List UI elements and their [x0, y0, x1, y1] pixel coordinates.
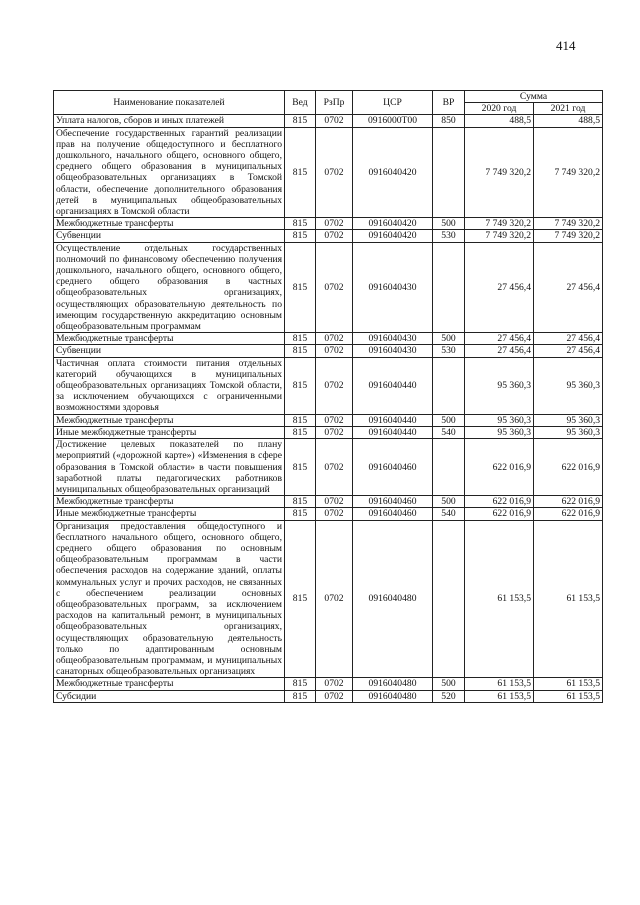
row-sum-2020: 27 456,4	[465, 345, 534, 357]
budget-table	[53, 90, 603, 703]
row-ved: 815	[285, 690, 316, 702]
table-row	[54, 218, 603, 230]
row-ved: 815	[285, 439, 316, 496]
row-sum-2020: 7 749 320,2	[465, 230, 534, 242]
header-vr: ВР	[433, 91, 465, 115]
table-row	[54, 115, 603, 127]
header-name: Наименование показателей	[54, 91, 285, 115]
row-csr: 0916040460	[353, 439, 433, 496]
row-name: Уплата налогов, сборов и иных платежей	[54, 115, 285, 127]
row-rzpr: 0702	[316, 357, 353, 414]
row-csr: 0916040430	[353, 333, 433, 345]
row-csr: 0916040440	[353, 414, 433, 426]
row-vr: 540	[433, 508, 465, 520]
table-row	[54, 230, 603, 242]
row-sum-2021: 7 749 320,2	[534, 127, 603, 218]
row-name: Осуществление отдельных государственных полномочий по финансовому обеспечению получения дошкольного, начального общего, основного общего, среднего общего образования в частных общеобразовательных организациях, осуществляющих образовательную деятельность по имеющим государственную аккредитацию основным общеобразовательным программам	[54, 242, 285, 333]
row-sum-2021: 61 153,5	[534, 678, 603, 690]
row-sum-2021: 95 360,3	[534, 414, 603, 426]
row-sum-2021: 95 360,3	[534, 426, 603, 438]
row-csr: 0916040420	[353, 127, 433, 218]
row-name: Достижение целевых показателей по плану мероприятий («дорожной карте») «Изменения в сфере образования в Томской области» в части повышения заработной платы педагогических работников муниципальных общеобразовательных организаций	[54, 439, 285, 496]
row-ved: 815	[285, 230, 316, 242]
row-vr: 520	[433, 690, 465, 702]
row-name: Межбюджетные трансферты	[54, 218, 285, 230]
row-vr: 530	[433, 345, 465, 357]
table-row	[54, 426, 603, 438]
row-rzpr: 0702	[316, 115, 353, 127]
row-sum-2021: 27 456,4	[534, 242, 603, 333]
row-sum-2020: 95 360,3	[465, 414, 534, 426]
row-vr: 500	[433, 678, 465, 690]
row-csr: 0916040430	[353, 242, 433, 333]
row-rzpr: 0702	[316, 508, 353, 520]
row-name: Субсидии	[54, 690, 285, 702]
row-rzpr: 0702	[316, 230, 353, 242]
row-ved: 815	[285, 414, 316, 426]
row-name: Иные межбюджетные трансферты	[54, 508, 285, 520]
row-rzpr: 0702	[316, 690, 353, 702]
table-row	[54, 678, 603, 690]
header-2021: 2021 год	[534, 103, 603, 115]
row-vr	[433, 242, 465, 333]
row-csr: 0916040420	[353, 218, 433, 230]
header-ved: Вед	[285, 91, 316, 115]
row-ved: 815	[285, 678, 316, 690]
row-rzpr: 0702	[316, 127, 353, 218]
row-sum-2021: 622 016,9	[534, 496, 603, 508]
row-rzpr: 0702	[316, 496, 353, 508]
table-row	[54, 496, 603, 508]
row-csr: 0916040480	[353, 690, 433, 702]
row-sum-2021: 7 749 320,2	[534, 218, 603, 230]
row-name: Субвенции	[54, 345, 285, 357]
row-sum-2020: 27 456,4	[465, 242, 534, 333]
row-sum-2020: 61 153,5	[465, 690, 534, 702]
row-csr: 0916040430	[353, 345, 433, 357]
table-body	[54, 115, 603, 702]
row-csr: 0916040460	[353, 496, 433, 508]
row-csr: 0916040440	[353, 357, 433, 414]
row-vr	[433, 520, 465, 678]
row-rzpr: 0702	[316, 345, 353, 357]
row-csr: 0916040480	[353, 678, 433, 690]
table-row	[54, 345, 603, 357]
row-sum-2020: 7 749 320,2	[465, 218, 534, 230]
table-row	[54, 242, 603, 333]
row-rzpr: 0702	[316, 333, 353, 345]
row-vr: 500	[433, 333, 465, 345]
row-ved: 815	[285, 345, 316, 357]
row-csr: 0916040420	[353, 230, 433, 242]
row-ved: 815	[285, 357, 316, 414]
row-sum-2020: 95 360,3	[465, 426, 534, 438]
row-name: Иные межбюджетные трансферты	[54, 426, 285, 438]
table-header	[54, 91, 603, 115]
row-sum-2021: 7 749 320,2	[534, 230, 603, 242]
row-ved: 815	[285, 242, 316, 333]
row-name: Межбюджетные трансферты	[54, 496, 285, 508]
row-vr: 540	[433, 426, 465, 438]
row-name: Обеспечение государственных гарантий реализации прав на получение общедоступного и бесплатного дошкольного, начального общего, основного общего, среднего общего образования в муниципальных общеобразовательных организациях в Томской области, обеспечение дополнительного образования детей в муниципальных общеобразовательных организациях в Томской области	[54, 127, 285, 218]
row-ved: 815	[285, 496, 316, 508]
table-row	[54, 439, 603, 496]
table-row	[54, 690, 603, 702]
row-sum-2020: 61 153,5	[465, 520, 534, 678]
row-rzpr: 0702	[316, 426, 353, 438]
row-name: Межбюджетные трансферты	[54, 414, 285, 426]
row-csr: 0916000Т00	[353, 115, 433, 127]
table-row	[54, 333, 603, 345]
row-sum-2020: 488,5	[465, 115, 534, 127]
row-ved: 815	[285, 508, 316, 520]
row-vr	[433, 127, 465, 218]
row-vr: 530	[433, 230, 465, 242]
row-vr: 850	[433, 115, 465, 127]
row-name: Межбюджетные трансферты	[54, 678, 285, 690]
row-ved: 815	[285, 127, 316, 218]
row-name: Межбюджетные трансферты	[54, 333, 285, 345]
row-vr: 500	[433, 496, 465, 508]
row-sum-2020: 95 360,3	[465, 357, 534, 414]
table-row	[54, 520, 603, 678]
header-sum: Сумма	[465, 91, 603, 103]
row-sum-2020: 622 016,9	[465, 508, 534, 520]
table-row	[54, 127, 603, 218]
row-csr: 0916040480	[353, 520, 433, 678]
header-rzpr: РзПр	[316, 91, 353, 115]
header-csr: ЦСР	[353, 91, 433, 115]
row-rzpr: 0702	[316, 242, 353, 333]
row-ved: 815	[285, 520, 316, 678]
row-ved: 815	[285, 333, 316, 345]
row-sum-2021: 488,5	[534, 115, 603, 127]
table-row	[54, 357, 603, 414]
row-sum-2021: 27 456,4	[534, 345, 603, 357]
row-rzpr: 0702	[316, 218, 353, 230]
page-number: 414	[556, 38, 576, 53]
row-sum-2020: 622 016,9	[465, 496, 534, 508]
row-name: Субвенции	[54, 230, 285, 242]
row-rzpr: 0702	[316, 414, 353, 426]
row-vr	[433, 439, 465, 496]
row-sum-2020: 27 456,4	[465, 333, 534, 345]
table-row	[54, 414, 603, 426]
row-ved: 815	[285, 218, 316, 230]
row-sum-2021: 622 016,9	[534, 508, 603, 520]
row-ved: 815	[285, 426, 316, 438]
row-csr: 0916040460	[353, 508, 433, 520]
row-sum-2020: 61 153,5	[465, 678, 534, 690]
row-csr: 0916040440	[353, 426, 433, 438]
row-sum-2021: 61 153,5	[534, 690, 603, 702]
row-sum-2021: 61 153,5	[534, 520, 603, 678]
row-sum-2021: 27 456,4	[534, 333, 603, 345]
header-2020: 2020 год	[465, 103, 534, 115]
row-name: Организация предоставления общедоступного и бесплатного начального общего, основного общего, среднего общего образования по основным общеобразовательным программам в части обеспечения расходов на содержание зданий, оплаты коммунальных услуг и прочих расходов, не связанных с обеспечением реализации основных общеобразовательных программ, за исключением расходов на капитальный ремонт, в муниципальных общеобразовательных организациях, осуществляющих образовательную деятельность только по адаптированным основным общеобразовательным программам, и муниципальных санаторных общеобразовательных организациях	[54, 520, 285, 678]
row-vr	[433, 357, 465, 414]
row-rzpr: 0702	[316, 439, 353, 496]
row-ved: 815	[285, 115, 316, 127]
table-row	[54, 508, 603, 520]
row-sum-2021: 622 016,9	[534, 439, 603, 496]
row-rzpr: 0702	[316, 520, 353, 678]
row-name: Частичная оплата стоимости питания отдельных категорий обучающихся в муниципальных общеобразовательных организациях Томской области, за исключением обучающихся с ограниченными возможностями здоровья	[54, 357, 285, 414]
row-rzpr: 0702	[316, 678, 353, 690]
row-vr: 500	[433, 218, 465, 230]
row-sum-2021: 95 360,3	[534, 357, 603, 414]
row-sum-2020: 7 749 320,2	[465, 127, 534, 218]
row-vr: 500	[433, 414, 465, 426]
row-sum-2020: 622 016,9	[465, 439, 534, 496]
